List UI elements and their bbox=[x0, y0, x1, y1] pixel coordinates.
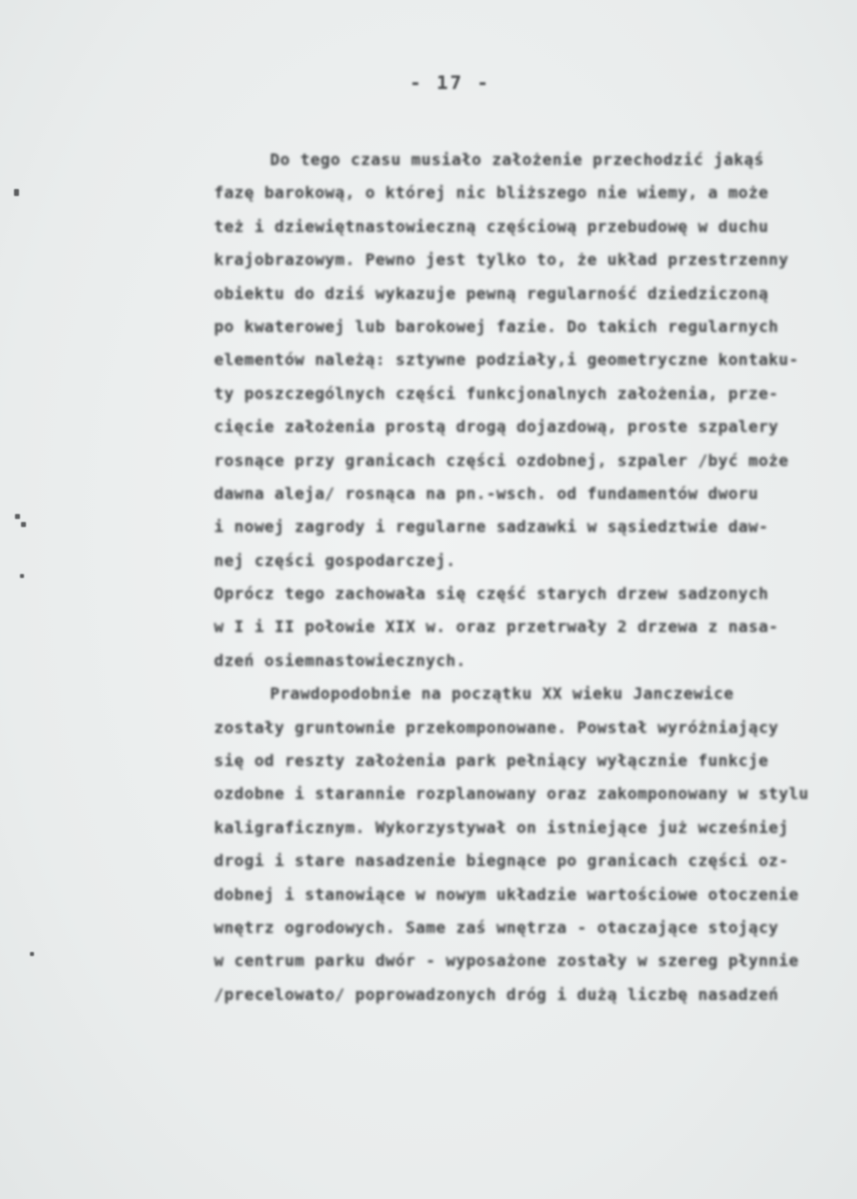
margin-speck bbox=[21, 522, 26, 527]
text-line: obiektu do dziś wykazuje pewną regularność dziedziczoną bbox=[214, 283, 769, 303]
margin-speck bbox=[20, 574, 24, 578]
text-line: nej części gospodarczej. bbox=[214, 550, 456, 570]
text-line: cięcie założenia prostą drogą dojazdową, proste szpalery bbox=[214, 417, 779, 437]
text-line: Oprócz tego zachowała się część starych drzew sadzonych bbox=[214, 584, 769, 604]
text-line: po kwaterowej lub barokowej fazie. Do takich regularnych bbox=[214, 316, 779, 336]
text-line: też i dziewiętnastowieczną częściową przebudowę w duchu bbox=[214, 216, 769, 236]
text-line: Prawdopodobnie na początku XX wieku Janczewice bbox=[270, 684, 734, 704]
text-line: kaligraficznym. Wykorzystywał on istniejące już wcześniej bbox=[214, 817, 789, 837]
text-line: w I i II połowie XIX w. oraz przetrwały 2 drzewa z nasa- bbox=[214, 617, 779, 637]
margin-speck bbox=[14, 189, 19, 196]
text-line: dobnej i stanowiące w nowym układzie wartościowe otoczenie bbox=[214, 884, 799, 904]
text-line: ozdobne i starannie rozplanowany oraz zakomponowany w stylu bbox=[214, 784, 809, 804]
text-line: elementów należą: sztywne podziały,i geometryczne kontaku- bbox=[214, 350, 799, 370]
body-text bbox=[214, 143, 824, 1011]
text-line: dawna aleja/ rosnąca na pn.-wsch. od fundamentów dworu bbox=[214, 483, 759, 503]
text-line: rosnące przy granicach części ozdobnej, szpaler /być może bbox=[214, 450, 789, 470]
text-line: drogi i stare nasadzenie biegnące po granicach części oz- bbox=[214, 851, 789, 871]
text-line: dzeń osiemnastowiecznych. bbox=[214, 650, 467, 670]
margin-speck bbox=[30, 952, 34, 956]
text-line: w centrum parku dwór - wyposażone zostały w szereg płynnie bbox=[214, 951, 799, 971]
margin-speck bbox=[15, 514, 20, 519]
text-line: krajobrazowym. Pewno jest tylko to, że układ przestrzenny bbox=[214, 250, 789, 270]
text-line: się od reszty założenia park pełniący wyłącznie funkcje bbox=[214, 751, 769, 771]
text-line: Do tego czasu musiało założenie przechodzić jakąś bbox=[270, 150, 765, 169]
text-line: ty poszczególnych części funkcjonalnych założenia, prze- bbox=[214, 383, 779, 403]
text-line: zostały gruntownie przekomponowane. Powstał wyróżniający bbox=[214, 717, 779, 737]
text-line: wnętrz ogrodowych. Same zaś wnętrza - otaczające stojący bbox=[214, 917, 779, 937]
text-line: /precelowato/ poprowadzonych dróg i dużą liczbę nasadzeń bbox=[214, 984, 779, 1004]
page-number: - 17 - bbox=[409, 72, 491, 94]
text-line: fazę barokową, o której nic bliższego nie wiemy, a może bbox=[214, 183, 769, 203]
text-line: i nowej zagrody i regularne sadzawki w sąsiedztwie daw- bbox=[214, 517, 769, 537]
